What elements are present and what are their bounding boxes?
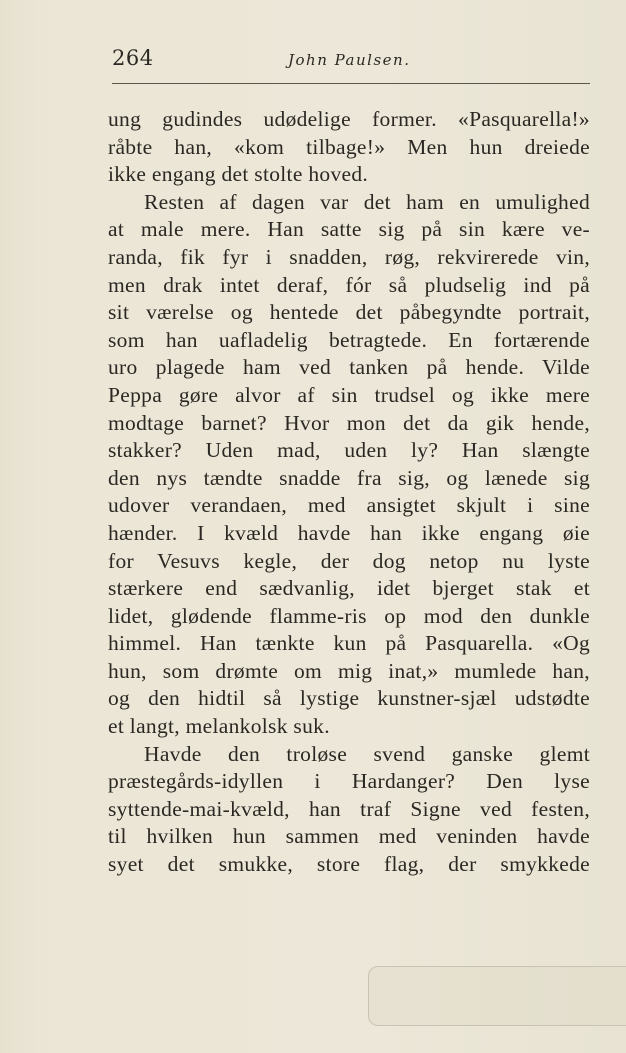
text-line: hun, som drømte om mig inat,» mumlede han,	[108, 658, 590, 683]
text-line: hænder. I kvæld havde han ikke engang øie	[108, 520, 590, 545]
text-line: syttende-mai-kvæld, han traf Signe ved festen,	[108, 796, 590, 821]
text-line: men drak intet deraf, fór så pludselig ind på	[108, 272, 590, 297]
text-line: sit værelse og hentede det påbegyndte portrait,	[108, 300, 590, 325]
running-head: John Paulsen.	[288, 51, 411, 69]
text-line: råbte han, «kom tilbage!» Men hun dreiede	[108, 134, 590, 159]
text-line: randa, fik fyr i snadden, røg, rekvirerede vin,	[108, 244, 590, 269]
text-line: ikke engang det stolte hoved.	[108, 162, 369, 187]
text-line: at male mere. Han satte sig på sin kære ve-	[108, 217, 590, 242]
text-line: Havde den troløse svend ganske glemt	[144, 741, 590, 766]
text-line: udover verandaen, med ansigtet skjult i sine	[108, 493, 590, 518]
body-text	[108, 106, 590, 879]
text-line: til hvilken hun sammen med veninden havde	[108, 824, 590, 849]
text-line: lidet, glødende flamme-ris op mod den dunkle	[108, 603, 590, 628]
text-line: som han uafladelig betragtede. En fortærende	[108, 327, 590, 352]
text-line: ung gudindes udødelige former. «Pasquarella!»	[108, 107, 590, 131]
page-stain	[368, 966, 626, 1026]
text-line: syet det smukke, store flag, der smykkede	[108, 852, 590, 877]
text-line: stærkere end sædvanlig, idet bjerget stak et	[108, 576, 590, 601]
text-line: et langt, melankolsk suk.	[108, 714, 330, 739]
text-line: uro plagede ham ved tanken på hende. Vilde	[108, 355, 590, 380]
text-line: Resten af dagen var det ham en umulighed	[144, 189, 590, 214]
text-line: for Vesuvs kegle, der dog netop nu lyste	[108, 548, 590, 573]
text-line: præstegårds-idyllen i Hardanger? Den lyse	[108, 769, 590, 794]
page-number: 264	[112, 46, 154, 70]
text-line: den nys tændte snadde fra sig, og lænede sig	[108, 465, 590, 490]
text-line: himmel. Han tænkte kun på Pasquarella. «Og	[108, 631, 590, 656]
text-line: modtage barnet? Hvor mon det da gik hende,	[108, 410, 590, 435]
text-line: Peppa gøre alvor af sin trudsel og ikke mere	[108, 382, 590, 407]
header-rule	[112, 83, 590, 84]
page-header	[112, 46, 582, 76]
text-line: og den hidtil så lystige kunstner-sjæl udstødte	[108, 686, 590, 711]
text-line: stakker? Uden mad, uden ly? Han slængte	[108, 438, 590, 463]
